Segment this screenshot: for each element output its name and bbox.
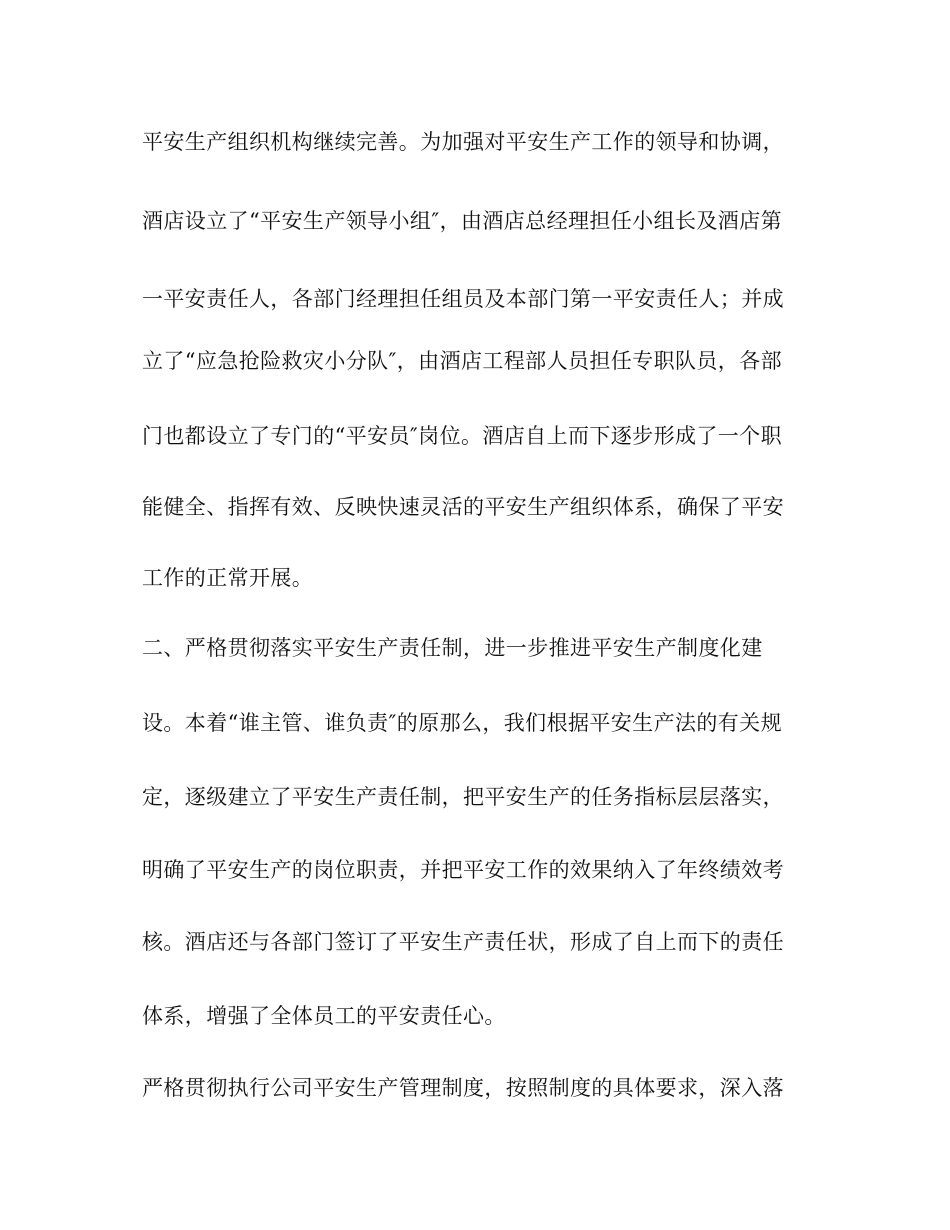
paragraph-line: 核。酒店还与各部门签订了平安生产责任状，形成了自上而下的责任 <box>142 930 784 954</box>
paragraph-line: 酒店设立了“平安生产领导小组″，由酒店总经理担任小组长及酒店第 <box>142 209 782 233</box>
paragraph-line: 工作的正常开展。 <box>142 566 314 590</box>
paragraph-line: 严格贯彻执行公司平安生产管理制度，按照制度的具体要求，深入落 <box>142 1076 784 1100</box>
section-heading-line: 二、严格贯彻落实平安生产责任制，进一步推进平安生产制度化建 <box>142 636 763 660</box>
paragraph-line: 立了“应急抢险救灾小分队″，由酒店工程部人员担任专职队员，各部 <box>142 349 782 373</box>
paragraph-line: 明确了平安生产的岗位职责，并把平安工作的效果纳入了年终绩效考 <box>142 858 784 882</box>
paragraph-line: 体系，增强了全体员工的平安责任心。 <box>142 1004 506 1028</box>
paragraph-line: 能健全、指挥有效、反映快速灵活的平安生产组织体系，确保了平安 <box>142 495 784 519</box>
paragraph-line: 平安生产组织机构继续完善。为加强对平安生产工作的领导和协调， <box>142 130 784 154</box>
paragraph-line: 定，逐级建立了平安生产责任制，把平安生产的任务指标层层落实， <box>142 785 784 809</box>
paragraph-line: 一平安责任人，各部门经理担任组员及本部门第一平安责任人；并成 <box>142 287 784 311</box>
paragraph-line: 门也都设立了专门的“平安员″岗位。酒店自上而下逐步形成了一个职 <box>142 424 782 448</box>
paragraph-line: 设。本着“谁主管、谁负责″的原那么，我们根据平安生产法的有关规 <box>142 711 782 735</box>
